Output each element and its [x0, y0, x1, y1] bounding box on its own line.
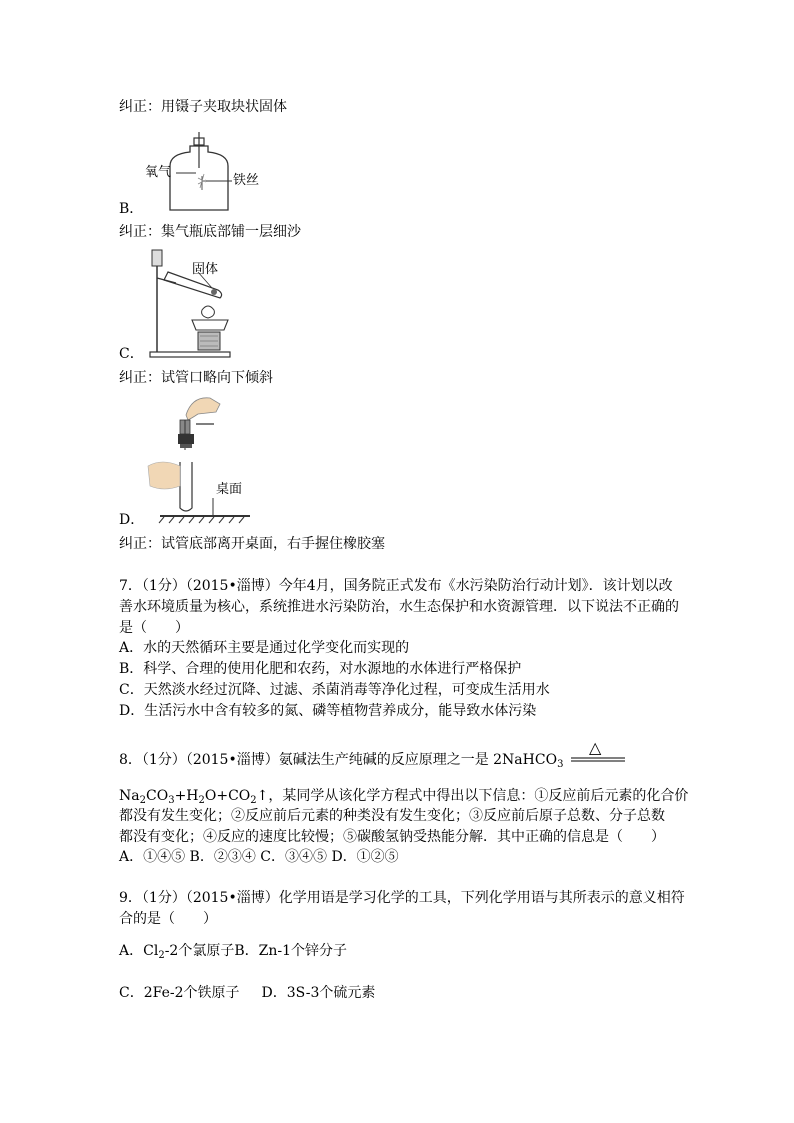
solid-label: 固体	[192, 262, 219, 277]
q7-option-d: D．生活污水中含有较多的氮、磷等植物营养成分，能导致水体污染	[119, 703, 537, 719]
q8-line1-sub: 3	[557, 759, 564, 770]
option-d-marker: D．	[119, 512, 145, 528]
option-c-marker: C．	[119, 346, 144, 362]
q8-sub-4: 2	[250, 795, 257, 806]
q8-sub-3: 2	[198, 795, 205, 806]
q7-stem-line1: 7．（1分）（2015•淄博）今年4月，国务院正式发布《水污染防治行动计划》．该计划以改	[119, 578, 673, 594]
q9-options-ab	[119, 942, 347, 965]
q9-stem-line2: 合的是（ ）	[119, 911, 217, 927]
q8-stem-line3: 都没有发生变化；②反应前后元素的种类没有发生变化；③反应前后原子总数、分子总数	[119, 808, 665, 824]
q7-option-a: A．水的天然循环主要是通过化学变化而实现的	[119, 640, 410, 656]
heat-symbol: △	[589, 738, 602, 757]
q9-option-b: B．Zn-1个锌分子	[234, 943, 347, 959]
q8-sub-2: 3	[168, 795, 175, 806]
iron-wire-label: 铁丝	[233, 173, 260, 188]
q8-line1-text: 8．（1分）（2015•淄博）氨碱法生产纯碱的反应原理之一是 2NaHCO	[119, 752, 558, 768]
q8-line2-rest: ↑，某同学从该化学方程式中得出以下信息：①反应前后元素的化合价	[256, 788, 689, 804]
correction-a: 纠正：用镊子夹取块状固体	[119, 99, 287, 115]
option-b-marker: B．	[119, 201, 144, 217]
q8-stem-line1	[119, 751, 563, 774]
correction-d: 纠正：试管底部离开桌面，右手握住橡胶塞	[119, 536, 385, 552]
desk-label: 桌面	[216, 482, 243, 497]
correction-c: 纠正：试管口略向下倾斜	[119, 370, 273, 386]
q7-option-c: C．天然淡水经过沉降、过滤、杀菌消毒等净化过程，可变成生活用水	[119, 682, 550, 698]
q7-stem-line2: 善水环境质量为核心，系统推进水污染防治，水生态保护和水资源管理．以下说法不正确的	[119, 599, 679, 615]
q8-sub-1: 2	[139, 795, 146, 806]
q9-option-a: A．Cl	[119, 943, 159, 959]
q9-option-a-sub: 2	[158, 950, 165, 961]
q8-stem-line4: 都没有变化；④反应的速度比较慢；⑤碳酸氢钠受热能分解．其中正确的信息是（ ）	[119, 829, 665, 845]
q9-stem-line1: 9．（1分）（2015•淄博）化学用语是学习化学的工具，下列化学用语与其所表示的意义相符	[119, 890, 685, 906]
q8-formula-o-co: O+CO	[204, 788, 251, 804]
q7-stem-line3: 是（ ）	[119, 620, 189, 636]
q9-option-d: D．3S-3个硫元素	[261, 985, 376, 1001]
q9-option-c: C．2Fe-2个铁原子	[119, 985, 240, 1001]
q8-formula-na: Na	[119, 788, 140, 804]
q8-formula-h: +H	[174, 788, 199, 804]
figure-d-stopper-insertion	[140, 390, 270, 525]
q8-options: A．①④⑤ B．②③④ C．③④⑤ D．①②⑤	[119, 849, 399, 865]
q7-option-b: B．科学、合理的使用化肥和农药，对水源地的水体进行严格保护	[119, 661, 522, 677]
oxygen-label: 氧气	[145, 165, 172, 180]
q9-options-cd	[119, 984, 375, 1002]
q8-reaction-condition-arrow	[567, 740, 629, 764]
q8-formula-co: CO	[145, 788, 169, 804]
correction-b: 纠正：集气瓶底部铺一层细沙	[119, 224, 301, 240]
q9-option-a-rest: -2个氯原子	[164, 943, 235, 959]
